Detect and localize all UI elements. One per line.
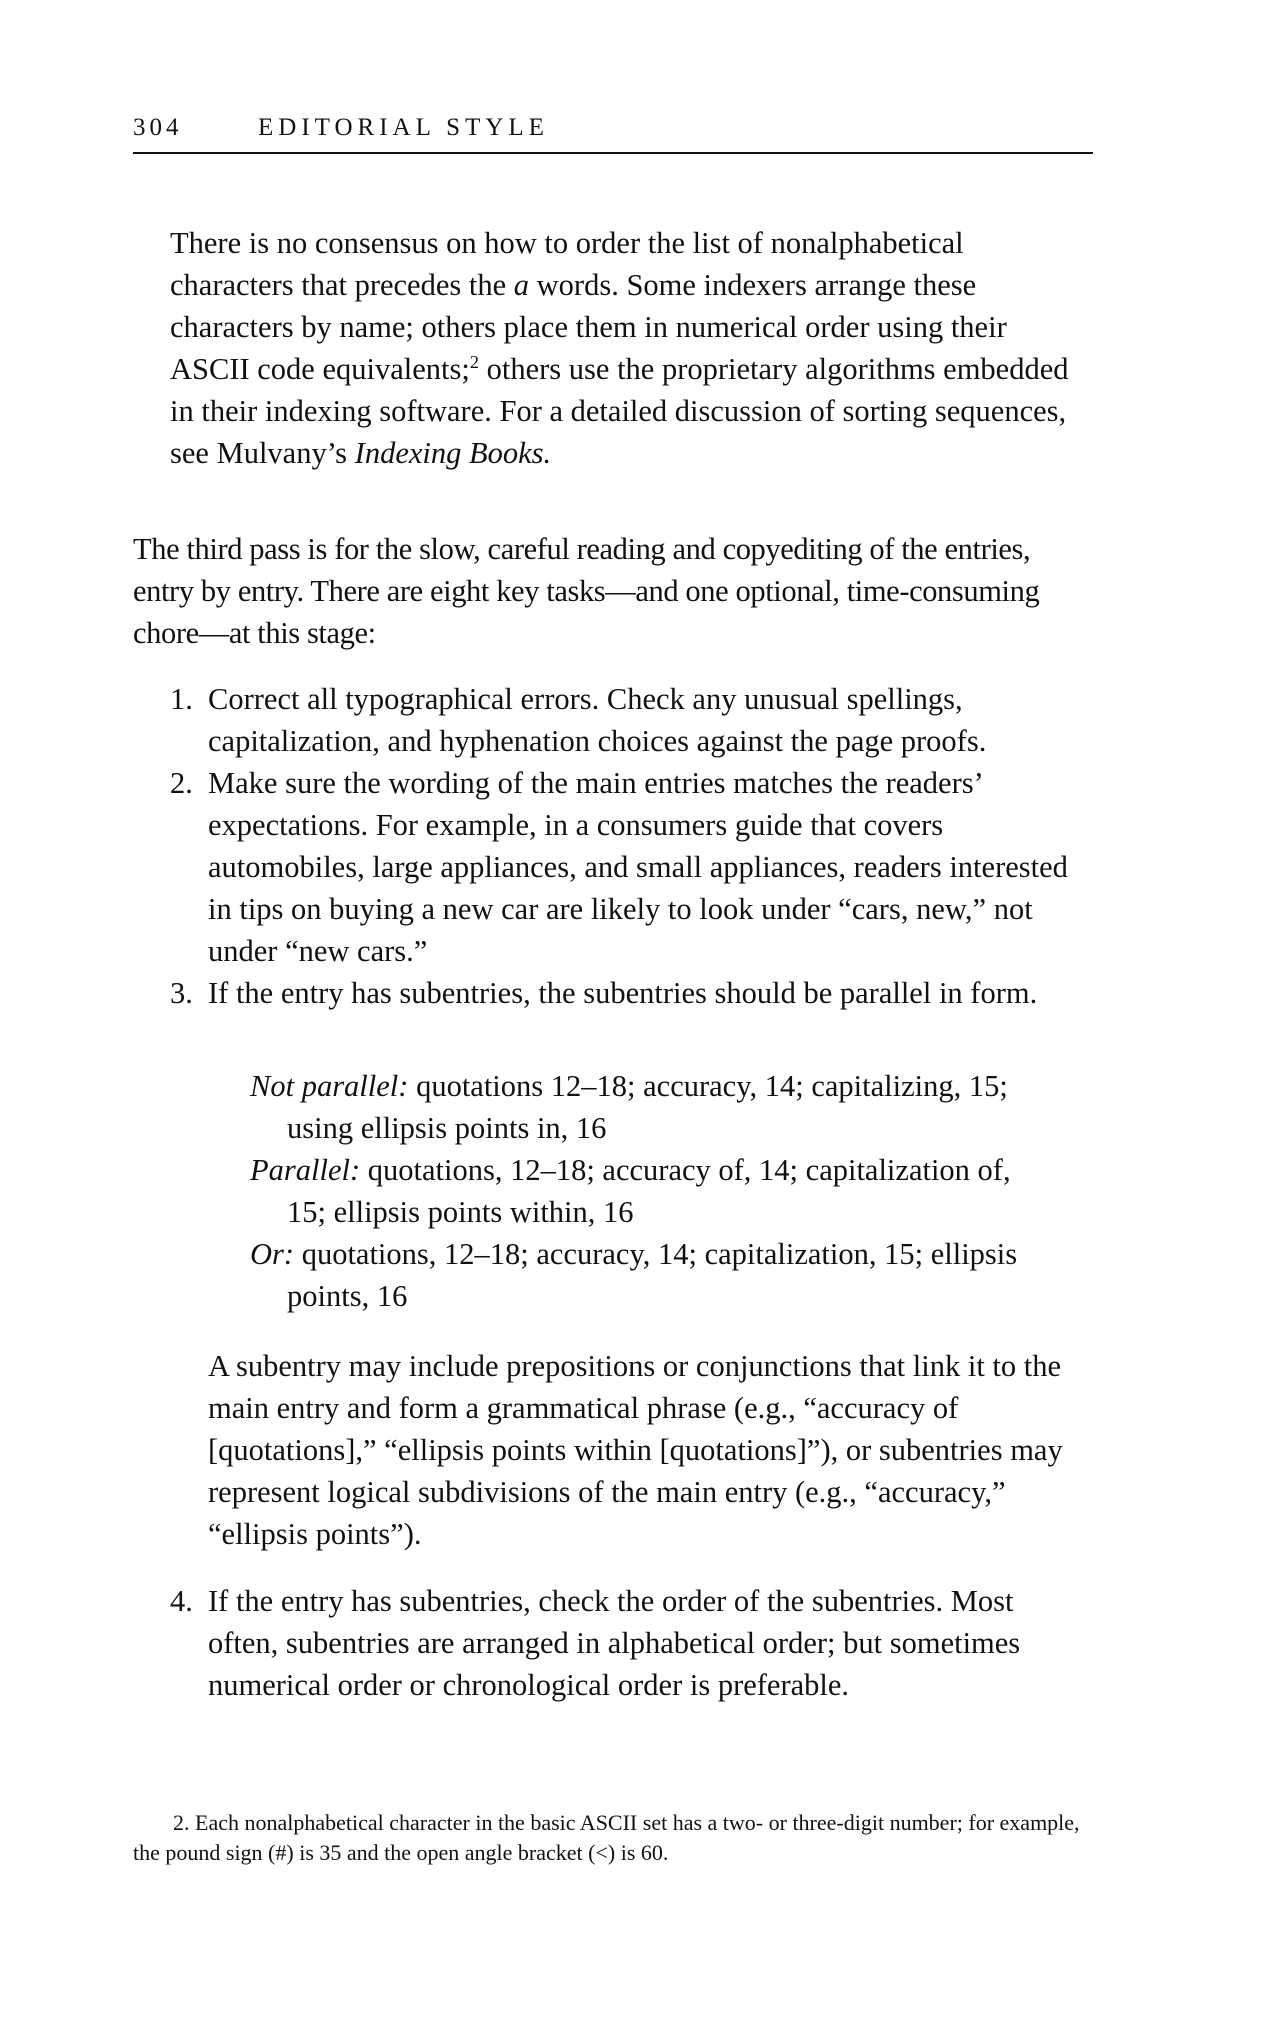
footnote-reference: 2 [469,351,479,372]
example-entry [250,1233,1050,1317]
parallel-examples [250,1065,1050,1317]
list-item [170,972,1080,1014]
running-head-title: EDITORIAL STYLE [258,114,549,141]
page-number: 304 [133,114,183,141]
example-text: quotations, 12–18; accuracy, 14; capitalization, 15; ellipsis points, 16 [287,1237,1018,1313]
paragraph-sorting-consensus [170,222,1070,474]
task-list-continued [170,1580,1080,1706]
para1-text-b: words. Some indexers arrange these characters by name; others place them in numerical order using their ASCII code equivalents; [170,268,1007,386]
example-entry [250,1149,1050,1233]
list-item-text: If the entry has subentries, check the order of the subentries. Most often, subentries are arranged in alphabetical order; but sometimes numerical order or chronological order is preferable. [208,1584,1021,1702]
example-label: Or: [250,1237,295,1271]
list-item-number: 4. [170,1584,193,1618]
list-item-number: 3. [170,976,193,1010]
para3-text: A subentry may include prepositions or conjunctions that link it to the main entry and form a grammatical phrase (e.g., “accuracy of [quotations],” “ellipsis points within [quotations]”), or subentries may represent logical subdivisions of the main entry (e.g., “accuracy,” “ellipsis points”). [208,1349,1063,1551]
footnote-text: 2. Each nonalphabetical character in the basic ASCII set has a two- or three-digit number; for example, the pound sign (#) is 35 and the open angle bracket (<) is 60. [133,1810,1080,1865]
example-label: Not parallel: [250,1069,409,1103]
example-text: quotations, 12–18; accuracy of, 14; capitalization of, 15; ellipsis points within, 16 [287,1153,1011,1229]
list-item-number: 1. [170,682,193,716]
para2-text: The third pass is for the slow, careful reading and copyediting of the entries, entry by entry. There are eight key tasks—and one optional, time-consuming chore—at this stage: [133,532,1040,650]
book-title-indexing-books: Indexing Books. [354,436,552,470]
example-text: quotations 12–18; accuracy, 14; capitalizing, 15; using ellipsis points in, 16 [287,1069,1008,1145]
list-item-number: 2. [170,766,193,800]
example-entry [250,1065,1050,1149]
running-head [133,108,1093,154]
list-item-text: If the entry has subentries, the subentries should be parallel in form. [208,976,1038,1010]
list-item [170,762,1080,972]
example-label: Parallel: [250,1153,361,1187]
list-item-text: Correct all typographical errors. Check any unusual spellings, capitalization, and hyphenation choices against the page proofs. [208,682,987,758]
list-item [170,1580,1080,1706]
paragraph-third-pass [133,528,1093,654]
para1-text-a: There is no consensus on how to order the list of nonalphabetical characters that precedes the [170,226,964,302]
footnote [133,1808,1093,1868]
list-item-text: Make sure the wording of the main entries matches the readers’ expectations. For example, in a consumers guide that covers automobiles, large appliances, and small appliances, readers interested in tips on buying a new car are likely to look under “cars, new,” not under “new cars.” [208,766,1068,968]
para1-text-c: others use the proprietary algorithms embedded in their indexing software. For a detailed discussion of sorting sequences, see Mulvany’s [170,352,1069,470]
list-item [170,678,1080,762]
para1-italic-a: a [513,268,530,302]
paragraph-subentry-note [208,1345,1068,1555]
task-list [170,678,1080,1014]
